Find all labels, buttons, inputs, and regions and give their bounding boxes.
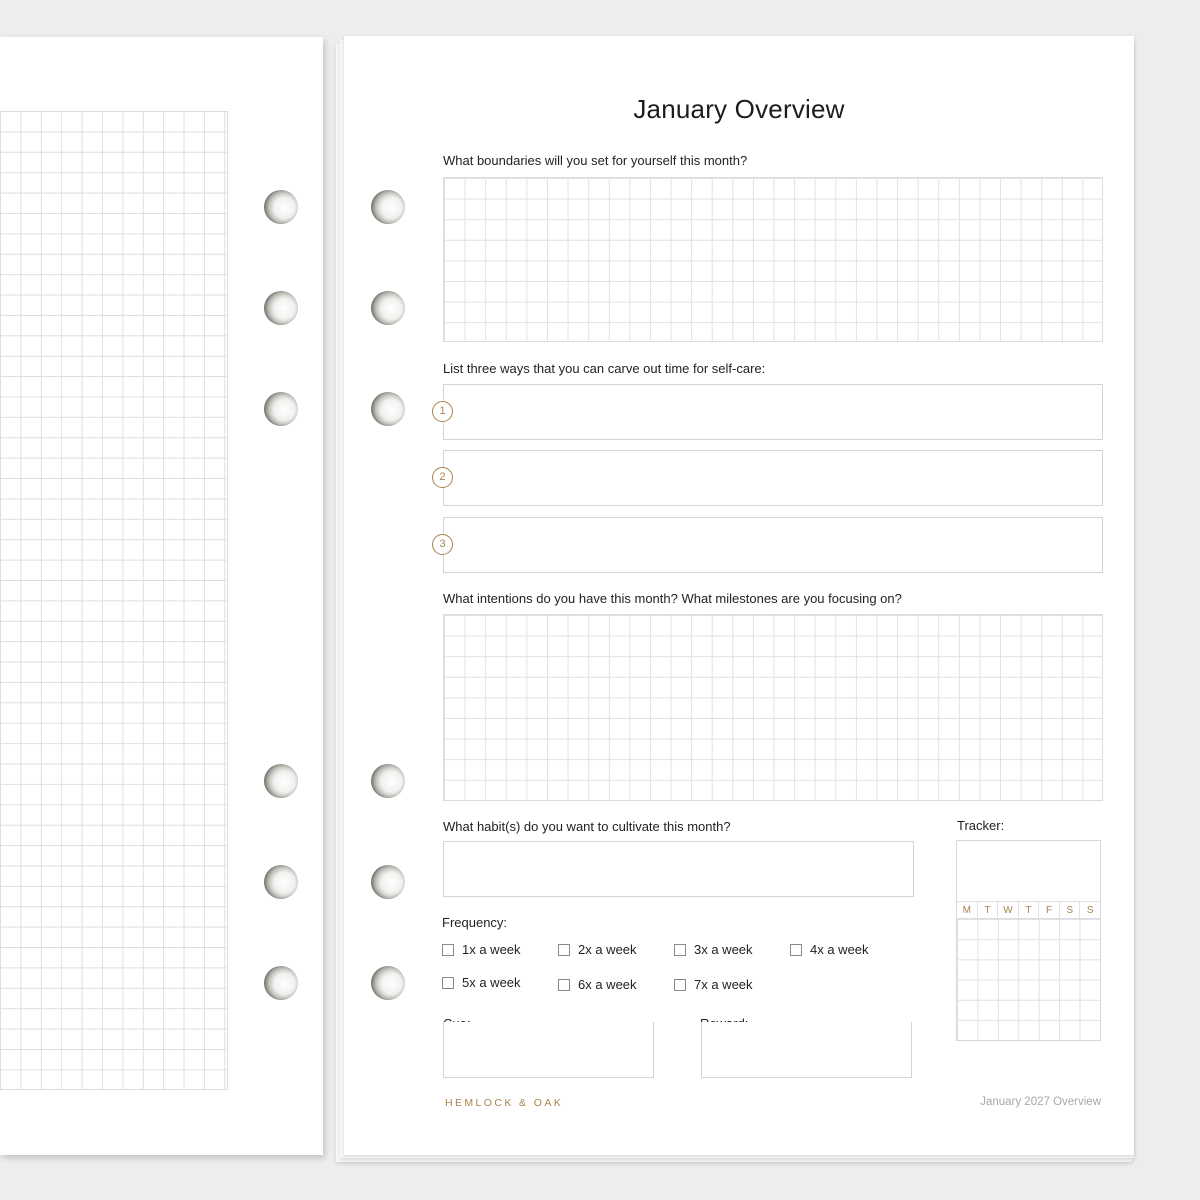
tracker-day: T [1019,902,1040,918]
number-badge-1: 1 [432,401,453,422]
checkbox[interactable] [558,979,570,991]
habit-question: What habit(s) do you want to cultivate this month? [443,819,731,834]
number-badge-3: 3 [432,534,453,555]
habit-tracker[interactable] [956,840,1101,1041]
binder-hole [264,291,298,325]
self-care-field-3[interactable] [443,517,1103,573]
habit-field[interactable] [443,841,914,897]
checkbox[interactable] [790,944,802,956]
tracker-day: S [1086,905,1094,916]
tracker-day: S [1060,902,1081,918]
checkbox[interactable] [558,944,570,956]
frequency-option-label: 3x a week [694,942,753,957]
frequency-option-label: 1x a week [462,942,521,957]
frequency-option-3x[interactable] [674,942,753,957]
binder-hole [264,764,298,798]
number-badge-2: 2 [432,467,453,488]
footer-page-title: January 2027 Overview [980,1096,1101,1108]
frequency-option-7x[interactable] [674,977,753,992]
binder-hole [371,190,405,224]
intentions-question: What intentions do you have this month? What milestones are you focusing on? [443,591,902,606]
binder-hole [371,966,405,1000]
binder-hole [264,865,298,899]
boundaries-grid[interactable] [443,177,1103,342]
page-title: January Overview [633,94,845,124]
frequency-option-label: 4x a week [810,942,869,957]
self-care-field-1[interactable] [443,384,1103,440]
january-overview-page [344,36,1134,1155]
frequency-option-label: 5x a week [462,975,521,990]
reward-field[interactable] [701,1022,912,1078]
frequency-label: Frequency: [442,915,508,930]
frequency-option-1x[interactable] [442,942,521,957]
binder-hole [371,291,405,325]
intentions-grid[interactable] [443,614,1103,801]
checkbox[interactable] [674,944,686,956]
checkbox[interactable] [442,977,454,989]
tracker-day: W [998,902,1019,918]
boundaries-question: What boundaries will you set for yourself this month? [443,153,748,168]
binder-hole [264,966,298,1000]
tracker-day: M [957,902,978,918]
frequency-option-label: 6x a week [578,977,637,992]
self-care-question: List three ways that you can carve out time for self-care: [443,361,766,376]
self-care-field-2[interactable] [443,450,1103,506]
binder-hole [264,190,298,224]
binder-hole [371,865,405,899]
checkbox[interactable] [674,979,686,991]
tracker-day: T [978,902,999,918]
checkbox[interactable] [442,944,454,956]
binder-hole [264,392,298,426]
frequency-option-label: 2x a week [578,942,637,957]
frequency-option-6x[interactable] [558,977,637,992]
frequency-option-4x[interactable] [790,942,869,957]
frequency-option-2x[interactable] [558,942,637,957]
tracker-day-headers [957,901,1100,919]
brand-logo-text: HEMLOCK & OAK [445,1097,564,1109]
binder-hole [371,392,405,426]
cue-field[interactable] [443,1022,654,1078]
tracker-day: F [1039,902,1060,918]
binder-hole [371,764,405,798]
frequency-option-5x[interactable] [442,975,521,990]
left-page-grid [0,111,228,1090]
tracker-label: Tracker: [957,818,1005,833]
tracker-grid[interactable] [957,919,1100,1040]
frequency-option-label: 7x a week [694,977,753,992]
